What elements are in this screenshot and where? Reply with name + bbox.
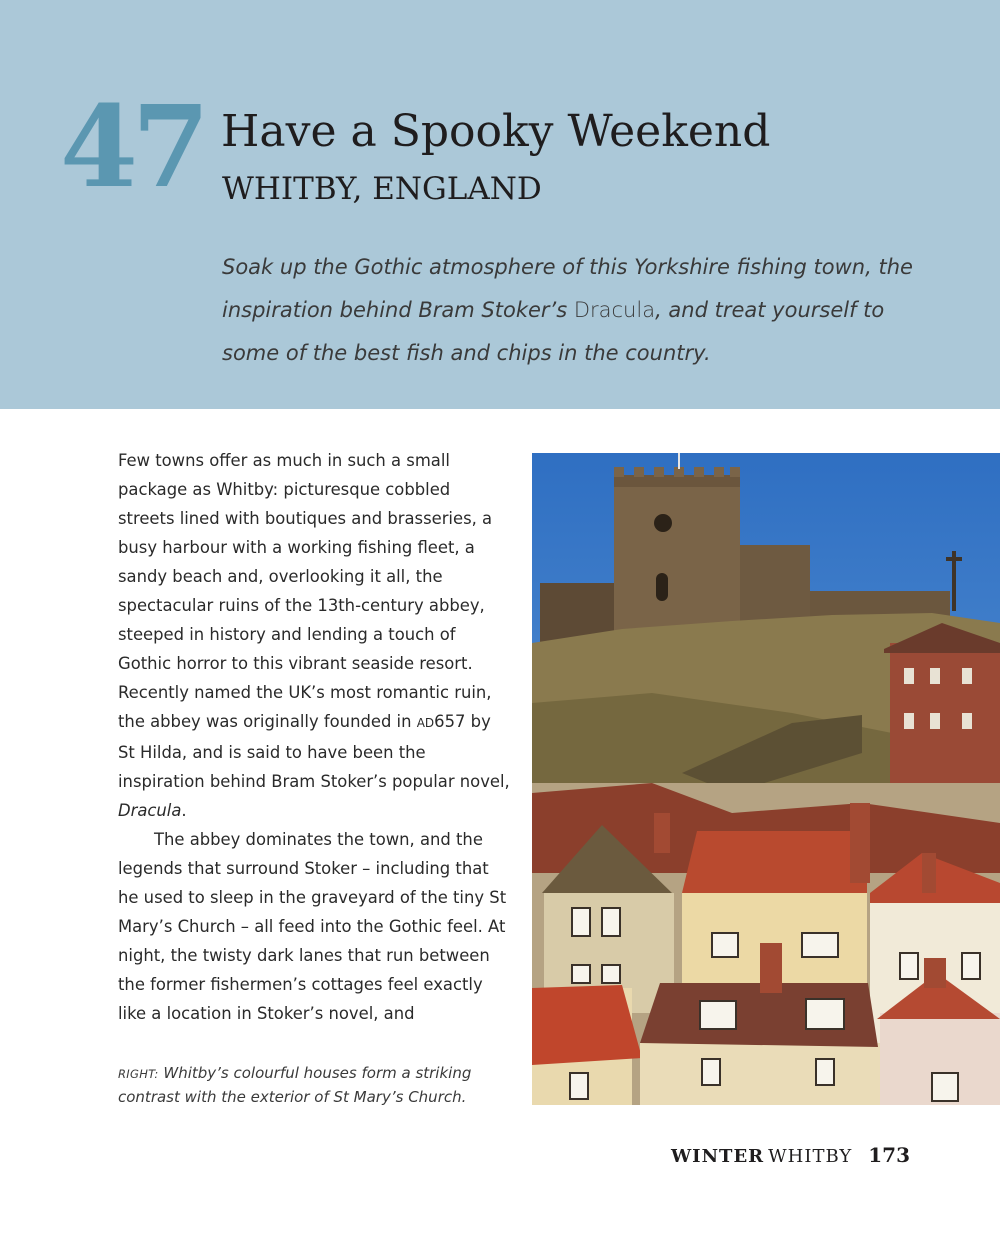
entry-number: 47 — [60, 82, 204, 213]
caption-lead: RIGHT: — [118, 1067, 159, 1081]
body-text — [118, 446, 510, 1028]
body-paragraph — [118, 446, 510, 825]
body-text-part: 657 by St Hilda, and is said to have been the inspiration behind Bram Stoker’s popular novel, — [118, 712, 510, 791]
whitby-photo — [532, 453, 1000, 1105]
caption-text: Whitby’s colourful houses form a striking contrast with the exterior of St Mary’s Church. — [118, 1064, 472, 1106]
intro-book-title: Dracula — [573, 298, 656, 322]
intro-text-part: Soak up the Gothic atmosphere of this Yorkshire fishing town, the inspiration behind Bram Stoker’s — [222, 255, 913, 322]
page-number: 173 — [868, 1143, 910, 1167]
intro-text — [222, 246, 942, 375]
header-band — [0, 0, 1000, 409]
book-title: Dracula — [118, 801, 182, 820]
footer-place: WHITBY — [768, 1146, 853, 1167]
body-paragraph: The abbey dominates the town, and the legends that surround Stoker – including that he used to sleep in the graveyard of the tiny St Mary’s Church – all feed into the Gothic feel. At night, the twisty dark lanes that run between the former fishermen’s cottages feel exactly like a location in Stoker’s novel, and — [118, 830, 507, 1023]
page-footer — [671, 1143, 910, 1167]
entry-title: Have a Spooky Weekend — [221, 106, 771, 157]
whitby-photo-illustration — [532, 453, 1000, 1105]
photo-caption — [118, 1062, 518, 1109]
era-abbreviation: AD — [416, 716, 435, 730]
intro-text-part: , and treat yourself to some of the best fish and chips in the country. — [222, 298, 885, 365]
body-text-part: Few towns offer as much in such a small package as Whitby: picturesque cobbled streets lined with boutiques and brasseries, a busy harbour with a working fishing fleet, a sandy beach and, overlooking it all, the spectacular ruins of the 13th-century abbey, steeped in history and lending a touch of Gothic horror to this vibrant seaside resort. Recently named the UK’s most romantic ruin, the abbey was originally founded in — [118, 451, 493, 731]
body-text-part: . — [181, 801, 187, 820]
entry-location: WHITBY, ENGLAND — [222, 171, 542, 207]
footer-section: WINTER — [670, 1146, 765, 1167]
